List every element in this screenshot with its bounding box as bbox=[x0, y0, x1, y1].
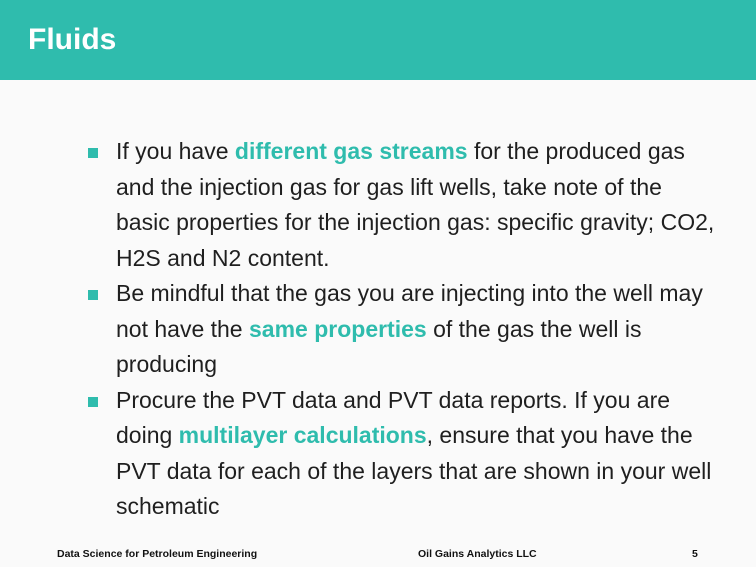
bullet-text: Procure the PVT data and PVT data reports. If you are doing bbox=[116, 386, 671, 448]
bullet-text: If you have bbox=[116, 138, 235, 164]
slide-title: Fluids bbox=[28, 23, 117, 56]
bullet-text: , ensure that you have the PVT data for each of the layers that are shown in your well schematic bbox=[116, 422, 712, 519]
bullet-list bbox=[86, 134, 716, 525]
footer-company: Oil Gains Analytics LLC bbox=[418, 548, 537, 560]
title-bar bbox=[0, 0, 756, 80]
footer-course-title: Data Science for Petroleum Engineering bbox=[57, 548, 258, 560]
bullet-item-gas-streams bbox=[86, 134, 716, 276]
highlighted-term: different gas streams bbox=[234, 138, 468, 164]
highlighted-term: multilayer calculations bbox=[178, 422, 427, 448]
bullet-text: of the gas the well is producing bbox=[116, 315, 642, 377]
square-bullet-icon bbox=[88, 290, 98, 300]
square-bullet-icon bbox=[88, 397, 98, 407]
bullet-item-pvt-data bbox=[86, 383, 716, 525]
bullet-text: Be mindful that the gas you are injecting into the well may not have the bbox=[116, 280, 703, 342]
square-bullet-icon bbox=[88, 148, 98, 158]
page-number: 5 bbox=[692, 548, 698, 560]
highlighted-term: same properties bbox=[249, 315, 427, 342]
bullet-item-same-properties bbox=[86, 276, 716, 383]
bullet-text: for the produced gas and the injection gas for gas lift wells, take note of the basic properties for the injection gas: specific gravity; CO2, H2S and N2 content. bbox=[116, 138, 715, 271]
